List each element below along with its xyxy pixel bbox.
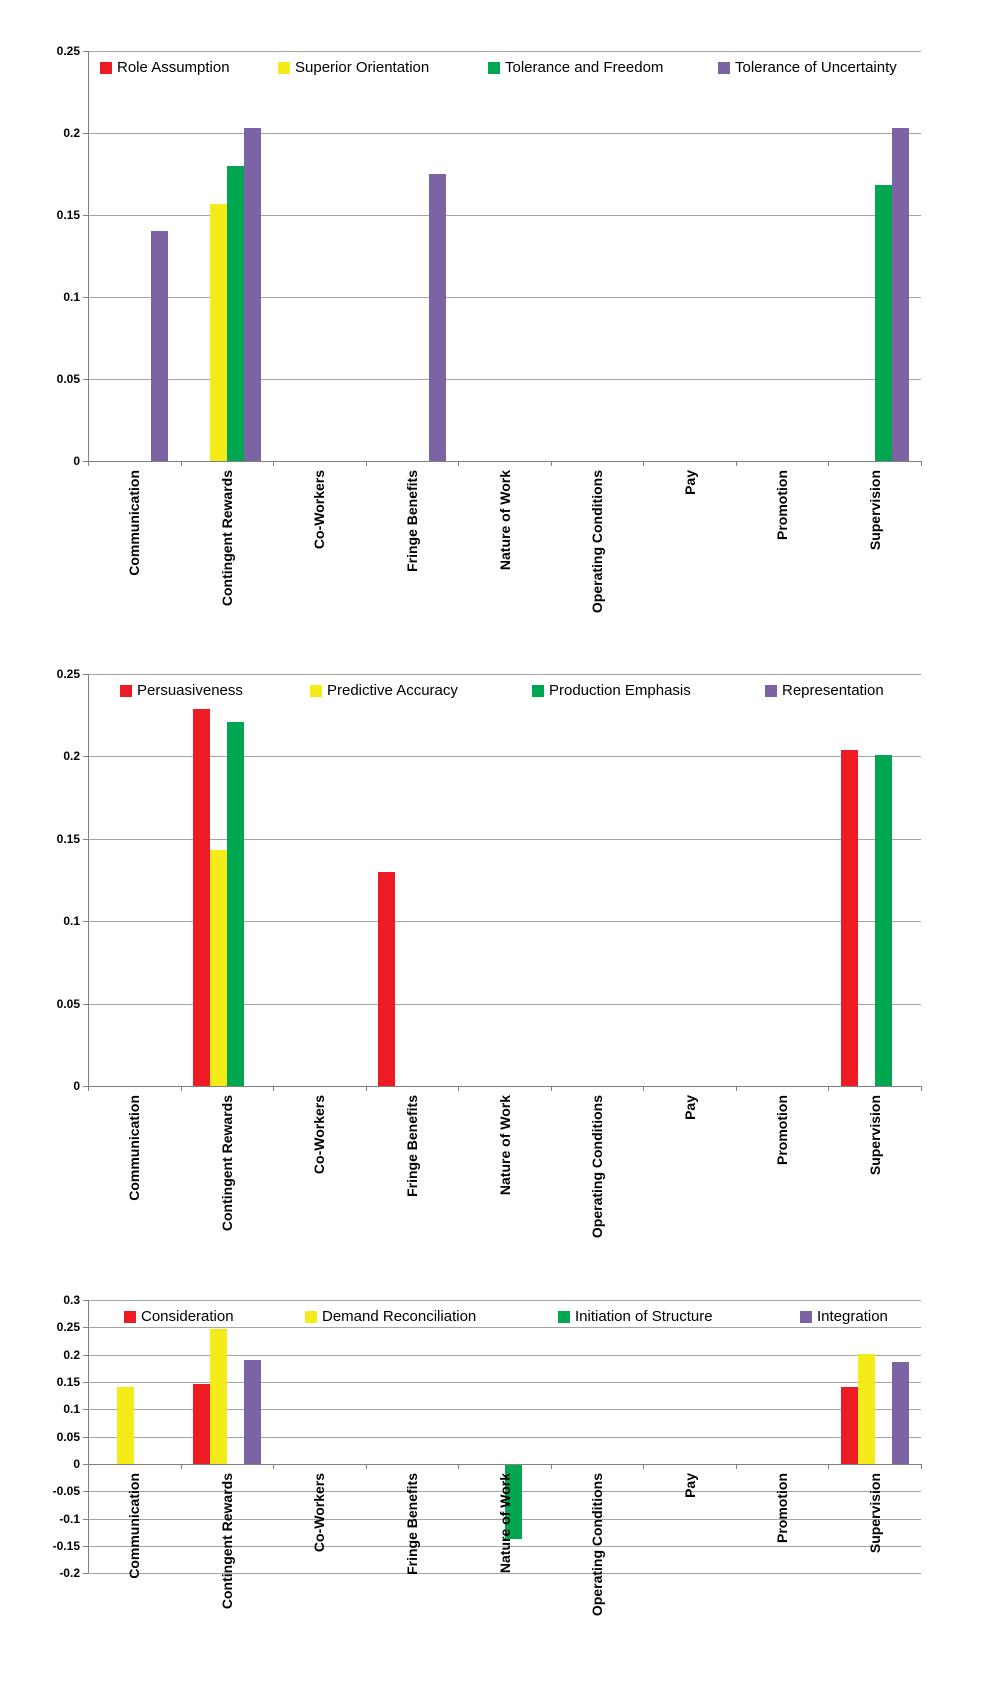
- x-axis-tick: [181, 1464, 182, 1469]
- y-axis-tick-label: -0.05: [52, 1484, 80, 1498]
- legend-swatch-consideration: [124, 1311, 136, 1323]
- legend-swatch-integration: [800, 1311, 812, 1323]
- x-axis-label-co-workers: Co-Workers: [311, 470, 327, 550]
- bar-integration-contingent-rewards: [244, 1360, 261, 1464]
- x-axis-label-supervision: Supervision: [867, 470, 883, 551]
- gridline-0.3: [88, 1300, 921, 1301]
- y-axis-tick-label: 0.15: [56, 832, 80, 846]
- legend-label-role-assumption: Role Assumption: [117, 59, 230, 76]
- x-axis-label-promotion: Promotion: [774, 470, 790, 540]
- x-axis-label-nature-of-work: Nature of Work: [497, 1095, 513, 1196]
- bar-demand-reconciliation-communication: [117, 1387, 134, 1464]
- x-axis-tick: [88, 1464, 89, 1469]
- y-axis-tick-label: 0.15: [56, 1375, 80, 1389]
- y-axis-tick-label: -0.1: [59, 1512, 80, 1526]
- y-axis-tick-label: -0.2: [59, 1566, 80, 1580]
- x-axis-label-contingent-rewards: Contingent Rewards: [219, 1095, 235, 1232]
- y-axis-tick-label: 0: [73, 1457, 80, 1471]
- x-axis-label-pay: Pay: [682, 1095, 698, 1120]
- legend-label-representation: Representation: [782, 682, 884, 699]
- x-axis-label-contingent-rewards: Contingent Rewards: [219, 470, 235, 607]
- legend-label-superior-orientation: Superior Orientation: [295, 59, 430, 76]
- y-axis-tick-label: 0.2: [63, 1348, 80, 1362]
- x-axis-tick: [458, 1464, 459, 1469]
- x-axis-label-fringe-benefits: Fringe Benefits: [404, 1095, 420, 1197]
- x-axis-label-promotion: Promotion: [774, 1473, 790, 1543]
- legend-label-production-emphasis: Production Emphasis: [549, 682, 691, 699]
- y-axis-tick-label: 0.1: [63, 914, 80, 928]
- x-axis-tick: [736, 1464, 737, 1469]
- bar-consideration-supervision: [841, 1387, 858, 1464]
- x-axis-tick: [273, 1464, 274, 1469]
- y-axis-tick-label: -0.15: [52, 1539, 80, 1553]
- y-axis-tick-label: 0.05: [56, 1430, 80, 1444]
- x-axis-label-supervision: Supervision: [867, 1473, 883, 1554]
- legend-label-initiation-of-structure: Initiation of Structure: [575, 1308, 713, 1325]
- bar-demand-reconciliation-supervision: [858, 1354, 875, 1464]
- x-axis-label-fringe-benefits: Fringe Benefits: [404, 470, 420, 572]
- y-axis-tick-label: 0.3: [63, 1293, 80, 1307]
- x-axis-label-operating-conditions: Operating Conditions: [589, 470, 605, 614]
- y-axis-tick-label: 0: [73, 1079, 80, 1093]
- y-axis-tick-label: 0.25: [56, 1320, 80, 1334]
- y-axis-tick-label: 0.15: [56, 208, 80, 222]
- x-axis-label-communication: Communication: [126, 470, 142, 576]
- bar-integration-supervision: [892, 1362, 909, 1464]
- y-axis-tick-label: 0.05: [56, 997, 80, 1011]
- x-axis-label-nature-of-work: Nature of Work: [497, 470, 513, 571]
- legend-swatch-demand-reconciliation: [305, 1311, 317, 1323]
- legend-label-consideration: Consideration: [141, 1308, 234, 1325]
- y-axis-tick-label: 0.2: [63, 749, 80, 763]
- gridline-0.25: [88, 1327, 921, 1328]
- y-axis-tick-label: 0.25: [56, 44, 80, 58]
- bar-consideration-contingent-rewards: [193, 1384, 210, 1464]
- bar-demand-reconciliation-contingent-rewards: [210, 1329, 227, 1464]
- y-axis-tick: [83, 1573, 88, 1574]
- x-axis-label-contingent-rewards: Contingent Rewards: [219, 1473, 235, 1610]
- x-axis-label-communication: Communication: [126, 1095, 142, 1201]
- x-axis-label-operating-conditions: Operating Conditions: [589, 1473, 605, 1617]
- legend-label-predictive-accuracy: Predictive Accuracy: [327, 682, 458, 699]
- y-axis-tick-label: 0.1: [63, 290, 80, 304]
- x-axis-tick: [551, 1464, 552, 1469]
- x-axis-label-fringe-benefits: Fringe Benefits: [404, 1473, 420, 1575]
- x-axis-label-communication: Communication: [126, 1473, 142, 1579]
- legend-label-demand-reconciliation: Demand Reconciliation: [322, 1308, 477, 1325]
- y-axis-tick-label: 0.25: [56, 667, 80, 681]
- x-axis-tick: [921, 1464, 922, 1469]
- x-axis-label-supervision: Supervision: [867, 1095, 883, 1176]
- y-axis-tick-label: 0.1: [63, 1402, 80, 1416]
- legend-label-integration: Integration: [817, 1308, 888, 1325]
- x-axis-label-co-workers: Co-Workers: [311, 1095, 327, 1175]
- x-axis-tick: [828, 1464, 829, 1469]
- legend-label-tolerance-and-freedom: Tolerance and Freedom: [505, 59, 664, 76]
- x-axis-label-pay: Pay: [682, 1473, 698, 1498]
- x-axis-label-co-workers: Co-Workers: [311, 1473, 327, 1553]
- legend-swatch-initiation-of-structure: [558, 1311, 570, 1323]
- x-axis-tick: [366, 1464, 367, 1469]
- legend-label-tolerance-of-uncertainty: Tolerance of Uncertainty: [735, 59, 897, 76]
- y-axis-tick-label: 0.2: [63, 126, 80, 140]
- x-axis-label-operating-conditions: Operating Conditions: [589, 1095, 605, 1239]
- x-axis-label-promotion: Promotion: [774, 1095, 790, 1165]
- y-axis-tick-label: 0.05: [56, 372, 80, 386]
- x-axis-label-pay: Pay: [682, 470, 698, 495]
- x-axis-tick: [643, 1464, 644, 1469]
- legend-label-persuasiveness: Persuasiveness: [137, 682, 243, 699]
- x-axis-label-nature-of-work: Nature of Work: [497, 1473, 513, 1574]
- y-axis-tick-label: 0: [73, 454, 80, 468]
- y-axis-line: [88, 1300, 89, 1573]
